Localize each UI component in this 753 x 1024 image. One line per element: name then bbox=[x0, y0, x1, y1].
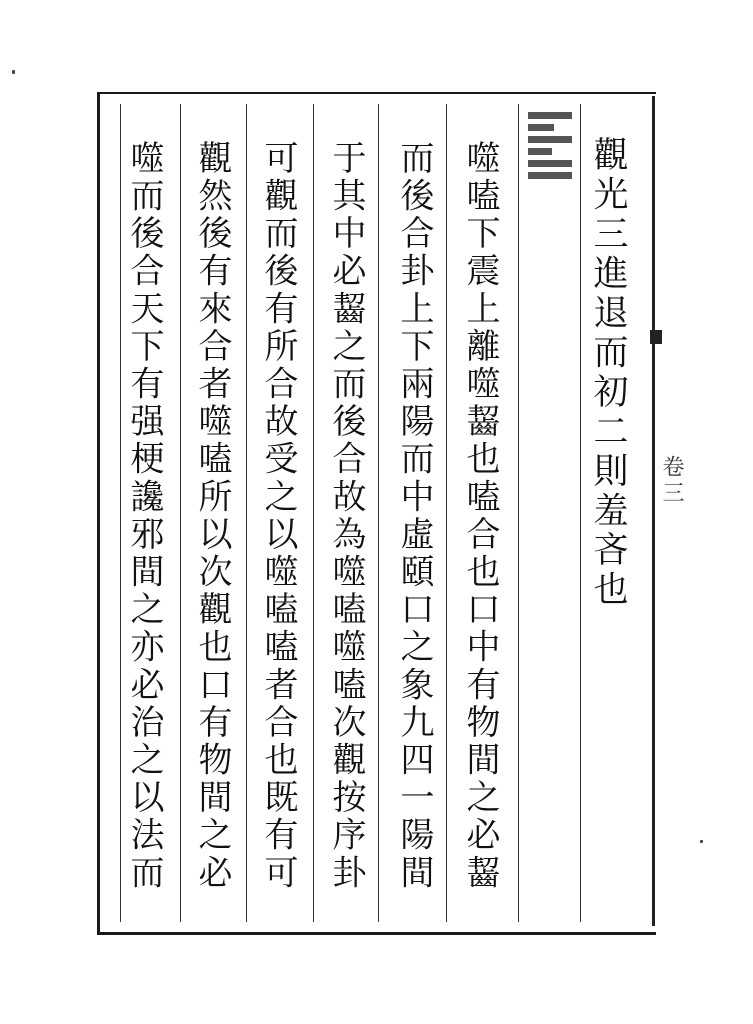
column-rule bbox=[580, 104, 581, 922]
text-column-1: 觀光三進退而初二則羞吝也 bbox=[588, 136, 628, 610]
text-column-2: 噬嗑下震上離噬齧也嗑合也口中有物間之必齧 bbox=[460, 140, 500, 892]
fold-edge-fragment: 卷三 bbox=[659, 455, 684, 507]
scan-speck bbox=[700, 840, 703, 843]
column-rule bbox=[446, 104, 447, 922]
text-column-7: 噬而後合天下有强梗讒邪間之亦必治之以法而 bbox=[124, 140, 164, 892]
column-rule bbox=[518, 104, 519, 922]
column-rule bbox=[180, 104, 181, 922]
text-column-4: 于其中必齧之而後合故為噬嗑噬嗑次觀按序卦 bbox=[326, 140, 366, 892]
text-column-3: 而後合卦上下兩陽而中虛頤口之象九四一陽間 bbox=[394, 140, 434, 892]
column-rule bbox=[378, 104, 379, 922]
column-rule bbox=[313, 104, 314, 922]
text-column-5: 可觀而後有所合故受之以噬嗑嗑者合也既有可 bbox=[258, 140, 298, 892]
text-column-6: 觀然後有來合者噬嗑所以次觀也口有物間之必 bbox=[192, 140, 232, 892]
fold-edge-mark bbox=[652, 96, 655, 926]
scan-speck bbox=[12, 70, 15, 74]
column-rule bbox=[246, 104, 247, 922]
fold-edge-block bbox=[650, 330, 662, 344]
column-rule bbox=[120, 104, 121, 922]
hexagram-symbol-icon bbox=[528, 107, 572, 185]
